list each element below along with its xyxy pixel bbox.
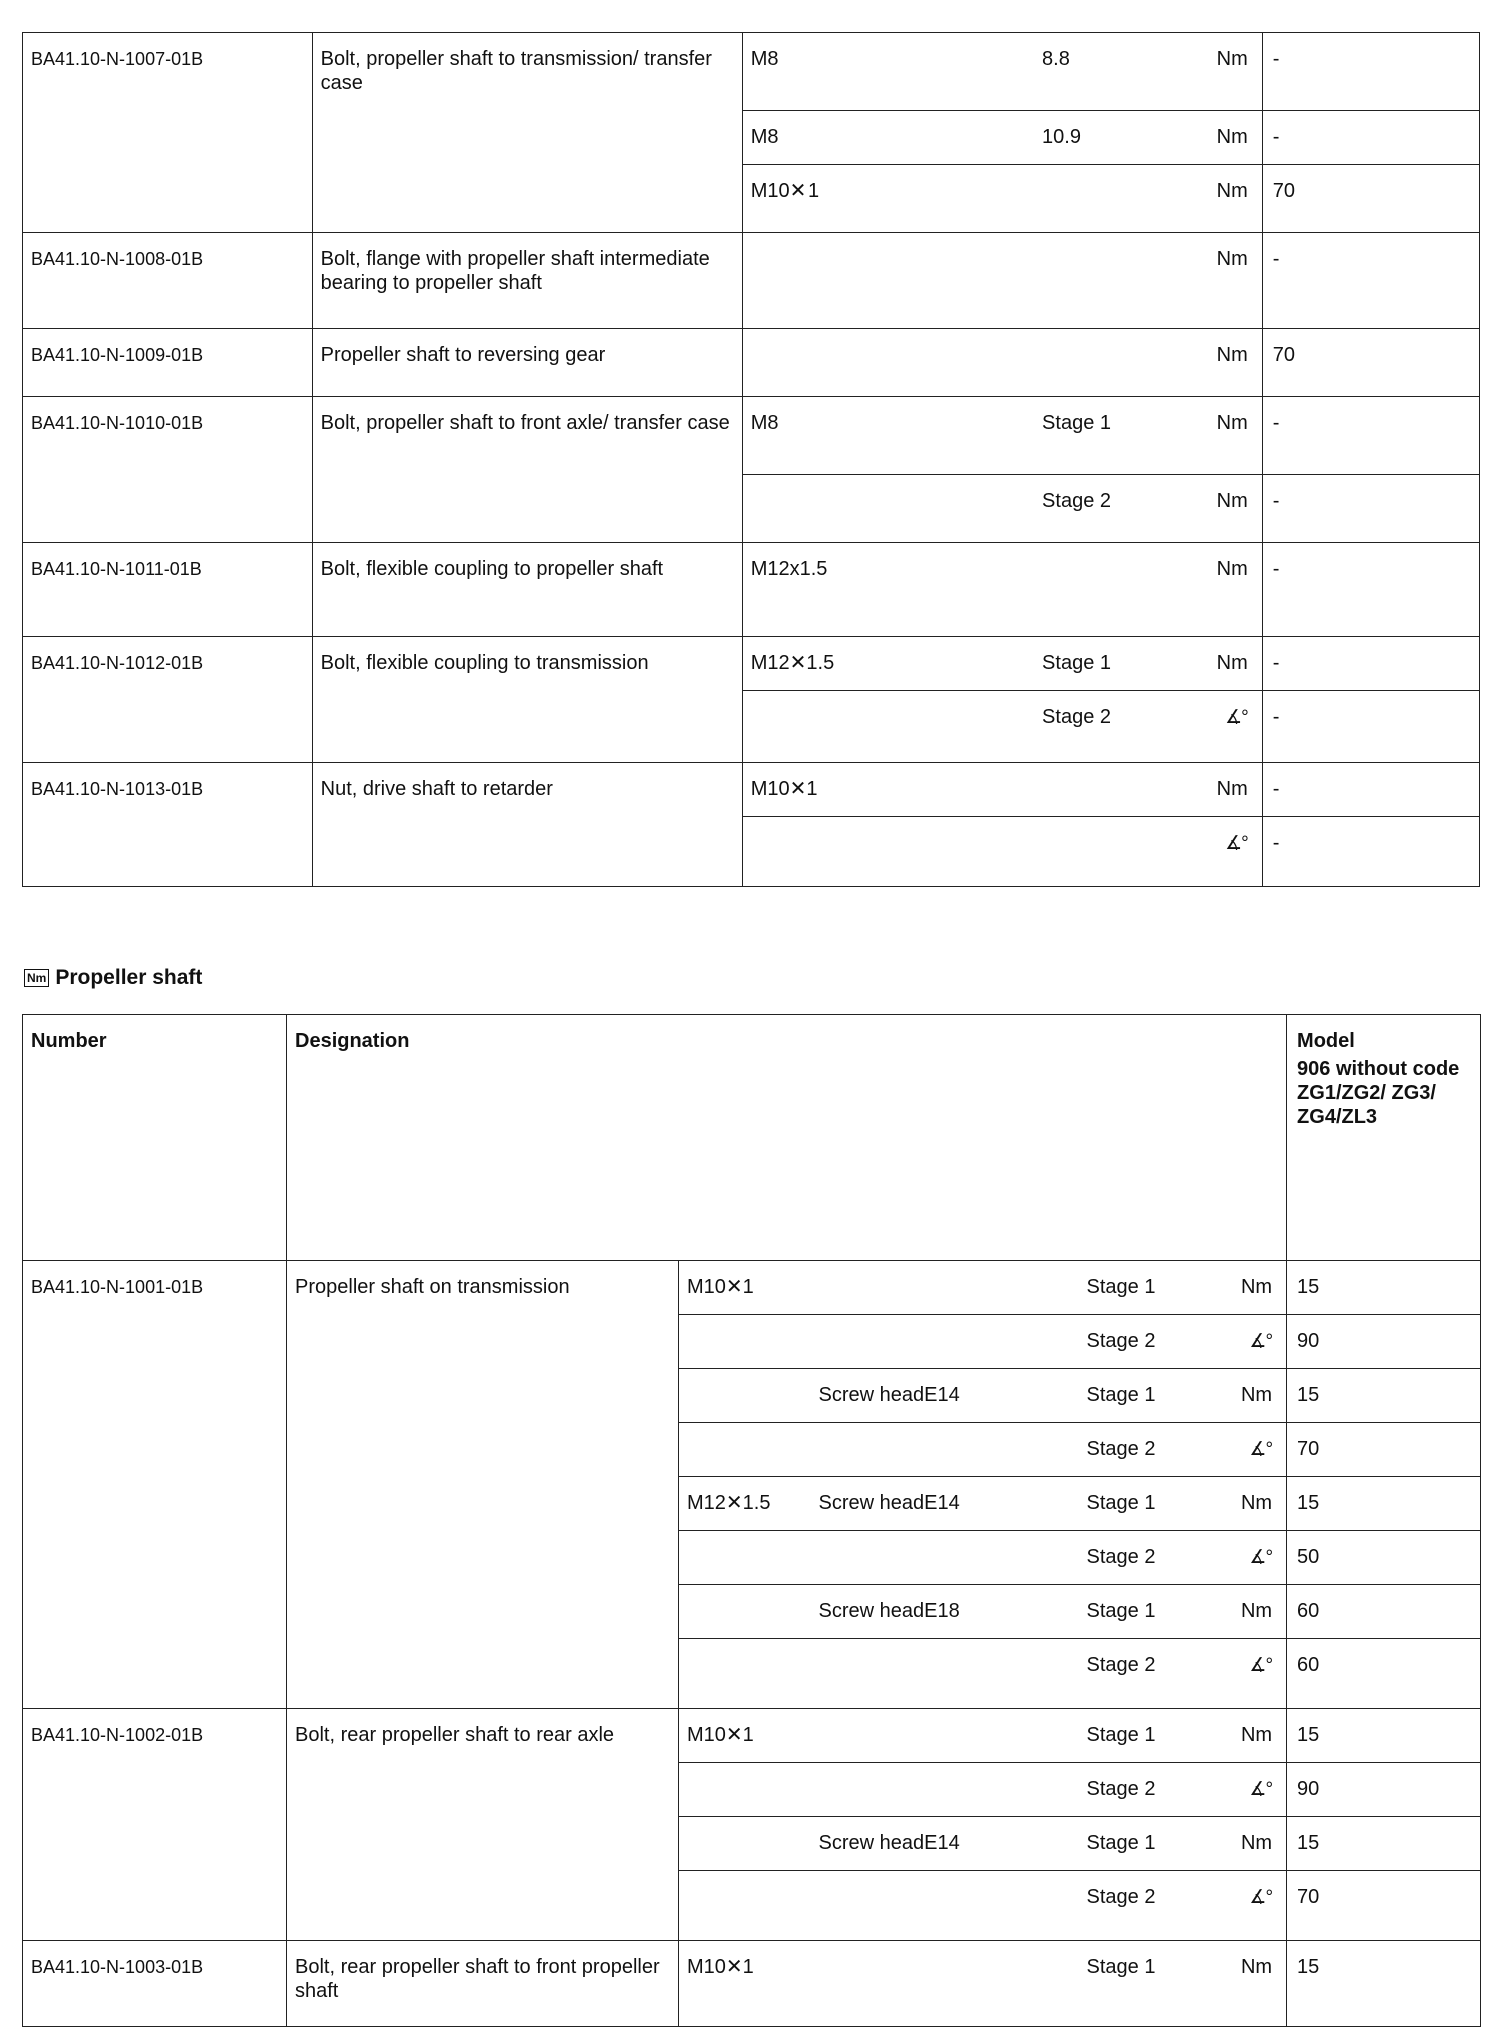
stage-label: Stage 1 [1079,1369,1189,1423]
screw-head: Screw headE14 [811,1817,1079,1871]
row-number: BA41.10-N-1003-01B [23,1941,287,2027]
table-row [23,33,1480,111]
row-designation: Bolt, propeller shaft to transmission/ transfer case [312,33,742,233]
torque-value: 70 [1287,1423,1481,1477]
torque-value: - [1262,691,1479,763]
thread-size [742,691,887,763]
thread-size [742,233,887,329]
screw-head [887,691,1034,763]
angle-icon: ∡° [1249,1331,1273,1352]
torque-table-continued [22,32,1480,887]
thread-size: M10✕ 1 [742,165,887,233]
stage-label [1034,543,1155,637]
nm-label: Nm [1240,1724,1273,1746]
torque-value: 15 [1287,1709,1481,1763]
nm-label: Nm [1240,1956,1273,1978]
screw-head [887,397,1034,475]
stage-label: Stage 1 [1034,637,1155,691]
angle-unit [1155,691,1263,763]
torque-nm-icon: Nm [24,969,49,987]
header-model-line2: ZG4/ZL3 [1297,1106,1378,1128]
angle-unit [1189,1315,1287,1369]
thread-size: M10✕1 [679,1261,811,1315]
screw-head: Screw headE14 [811,1477,1079,1531]
propeller-shaft-torque-table [22,1014,1481,2027]
angle-unit [1189,1639,1287,1709]
screw-head [887,233,1034,329]
thread-size [679,1423,811,1477]
table-row [23,329,1480,397]
nm-label: Nm [1216,48,1248,70]
nm-label: Nm [1240,1600,1273,1622]
table-header-row [23,1015,1481,1261]
stage-label [1034,817,1155,887]
table-row [23,763,1480,817]
stage-label [1034,763,1155,817]
screw-head: Screw headE18 [811,1585,1079,1639]
thread-size [679,1585,811,1639]
section-title [24,966,202,990]
nm-label: Nm [1216,248,1248,270]
screw-head [887,33,1034,111]
table-row [23,233,1480,329]
thread-size [679,1763,811,1817]
torque-value: - [1262,817,1479,887]
nm-unit [1189,1369,1287,1423]
torque-value: 15 [1287,1817,1481,1871]
angle-icon: ∡° [1225,833,1248,854]
row-number: BA41.10-N-1012-01B [23,637,313,763]
row-number: BA41.10-N-1013-01B [23,763,313,887]
stage-label: Stage 1 [1034,397,1155,475]
torque-value: 70 [1287,1871,1481,1941]
torque-value: - [1262,397,1479,475]
angle-unit [1189,1871,1287,1941]
torque-value: 60 [1287,1585,1481,1639]
nm-unit [1155,111,1263,165]
angle-icon: ∡° [1249,1887,1273,1908]
screw-head [811,1315,1079,1369]
torque-value: 70 [1262,165,1479,233]
thread-size: M8 [742,33,887,111]
thread-size [679,1315,811,1369]
row-designation: Bolt, propeller shaft to front axle/ transfer case [312,397,742,543]
nm-unit [1155,165,1263,233]
row-designation: Bolt, rear propeller shaft to rear axle [287,1709,679,1941]
header-number: Number [23,1015,287,1261]
nm-unit [1189,1817,1287,1871]
stage-label: Stage 2 [1079,1871,1189,1941]
row-number: BA41.10-N-1008-01B [23,233,313,329]
row-designation: Bolt, flexible coupling to propeller shaft [312,543,742,637]
nm-unit [1155,33,1263,111]
nm-unit [1189,1477,1287,1531]
header-designation: Designation [287,1015,1287,1261]
screw-head [887,165,1034,233]
stage-label: Stage 2 [1034,691,1155,763]
header-model-label: Model [1297,1030,1355,1052]
screw-head [811,1763,1079,1817]
stage-label: Stage 2 [1079,1763,1189,1817]
torque-value: - [1262,543,1479,637]
screw-head [811,1531,1079,1585]
stage-label: Stage 2 [1079,1423,1189,1477]
nm-unit [1155,475,1263,543]
angle-icon: ∡° [1249,1779,1273,1800]
table-row [23,1709,1481,1763]
angle-unit [1189,1763,1287,1817]
torque-value: 60 [1287,1639,1481,1709]
nm-label: Nm [1216,126,1248,148]
torque-value: 15 [1287,1261,1481,1315]
screw-head [811,1941,1079,2027]
row-number: BA41.10-N-1001-01B [23,1261,287,1709]
angle-unit [1189,1531,1287,1585]
header-model-line1: 906 without code ZG1/ZG2/ ZG3/ [1297,1058,1460,1104]
stage-label: Stage 2 [1079,1639,1189,1709]
thread-size [679,1817,811,1871]
stage-label: Stage 2 [1079,1531,1189,1585]
screw-head [887,763,1034,817]
table-row [23,543,1480,637]
row-number: BA41.10-N-1011-01B [23,543,313,637]
stage-label: Stage 2 [1079,1315,1189,1369]
row-number: BA41.10-N-1002-01B [23,1709,287,1941]
thread-size: M10✕1 [679,1941,811,2027]
torque-value: 50 [1287,1531,1481,1585]
screw-head [887,637,1034,691]
row-designation: Bolt, rear propeller shaft to front propeller shaft [287,1941,679,2027]
screw-head [811,1871,1079,1941]
header-model [1287,1015,1481,1261]
torque-value: - [1262,33,1479,111]
nm-label: Nm [1216,490,1248,512]
thread-size [679,1369,811,1423]
stage-label: 10.9 [1034,111,1155,165]
angle-icon: ∡° [1249,1655,1273,1676]
screw-head [887,329,1034,397]
row-number: BA41.10-N-1007-01B [23,33,313,233]
torque-value: - [1262,763,1479,817]
table-row [23,637,1480,691]
stage-label [1034,165,1155,233]
stage-label: Stage 1 [1079,1941,1189,2027]
thread-size: M10✕1 [679,1709,811,1763]
stage-label: Stage 1 [1079,1817,1189,1871]
table-row [23,1941,1481,2027]
nm-unit [1155,233,1263,329]
nm-unit [1155,763,1263,817]
angle-icon: ∡° [1249,1439,1273,1460]
angle-unit [1189,1423,1287,1477]
thread-size [679,1531,811,1585]
thread-size: M12✕1.5 [742,637,887,691]
nm-unit [1189,1585,1287,1639]
nm-label: Nm [1216,778,1248,800]
nm-unit [1189,1261,1287,1315]
torque-value: 70 [1262,329,1479,397]
thread-size: M12x1.5 [742,543,887,637]
screw-head [887,475,1034,543]
torque-value: - [1262,475,1479,543]
nm-unit [1189,1709,1287,1763]
nm-unit [1155,397,1263,475]
angle-unit [1155,817,1263,887]
nm-unit [1189,1941,1287,2027]
angle-icon: ∡° [1249,1547,1273,1568]
torque-value: 15 [1287,1941,1481,2027]
torque-value: 90 [1287,1315,1481,1369]
angle-icon: ∡° [1225,707,1248,728]
stage-label: Stage 1 [1079,1261,1189,1315]
screw-head [887,111,1034,165]
thread-size [742,329,887,397]
nm-label: Nm [1216,412,1248,434]
table-row [23,397,1480,475]
torque-value: 90 [1287,1763,1481,1817]
screw-head [811,1639,1079,1709]
thread-size: M8 [742,397,887,475]
row-designation: Nut, drive shaft to retarder [312,763,742,887]
screw-head: Screw headE14 [811,1369,1079,1423]
torque-value: - [1262,233,1479,329]
torque-value: 15 [1287,1369,1481,1423]
torque-value: 15 [1287,1477,1481,1531]
nm-label: Nm [1240,1492,1273,1514]
stage-label: Stage 1 [1079,1709,1189,1763]
stage-label: Stage 1 [1079,1477,1189,1531]
thread-size [742,817,887,887]
thread-size [679,1639,811,1709]
nm-label: Nm [1216,344,1248,366]
screw-head [811,1709,1079,1763]
stage-label [1034,233,1155,329]
nm-label: Nm [1240,1384,1273,1406]
row-number: BA41.10-N-1009-01B [23,329,313,397]
thread-size: M8 [742,111,887,165]
row-designation: Propeller shaft to reversing gear [312,329,742,397]
row-designation: Propeller shaft on transmission [287,1261,679,1709]
nm-label: Nm [1216,558,1248,580]
section-title-text: Propeller shaft [55,966,203,989]
thread-size: M10✕1 [742,763,887,817]
nm-unit [1155,329,1263,397]
row-number: BA41.10-N-1010-01B [23,397,313,543]
thread-size [742,475,887,543]
stage-label: 8.8 [1034,33,1155,111]
torque-value: - [1262,637,1479,691]
thread-size: M12✕1.5 [679,1477,811,1531]
row-designation: Bolt, flexible coupling to transmission [312,637,742,763]
nm-label: Nm [1240,1276,1273,1298]
screw-head [887,817,1034,887]
screw-head [887,543,1034,637]
nm-unit [1155,543,1263,637]
nm-unit [1155,637,1263,691]
row-designation: Bolt, flange with propeller shaft intermediate bearing to propeller shaft [312,233,742,329]
nm-label: Nm [1216,180,1248,202]
nm-label: Nm [1240,1832,1273,1854]
thread-size [679,1871,811,1941]
nm-label: Nm [1216,652,1248,674]
stage-label: Stage 1 [1079,1585,1189,1639]
screw-head [811,1261,1079,1315]
stage-label [1034,329,1155,397]
screw-head [811,1423,1079,1477]
stage-label: Stage 2 [1034,475,1155,543]
torque-value: - [1262,111,1479,165]
table-row [23,1261,1481,1315]
